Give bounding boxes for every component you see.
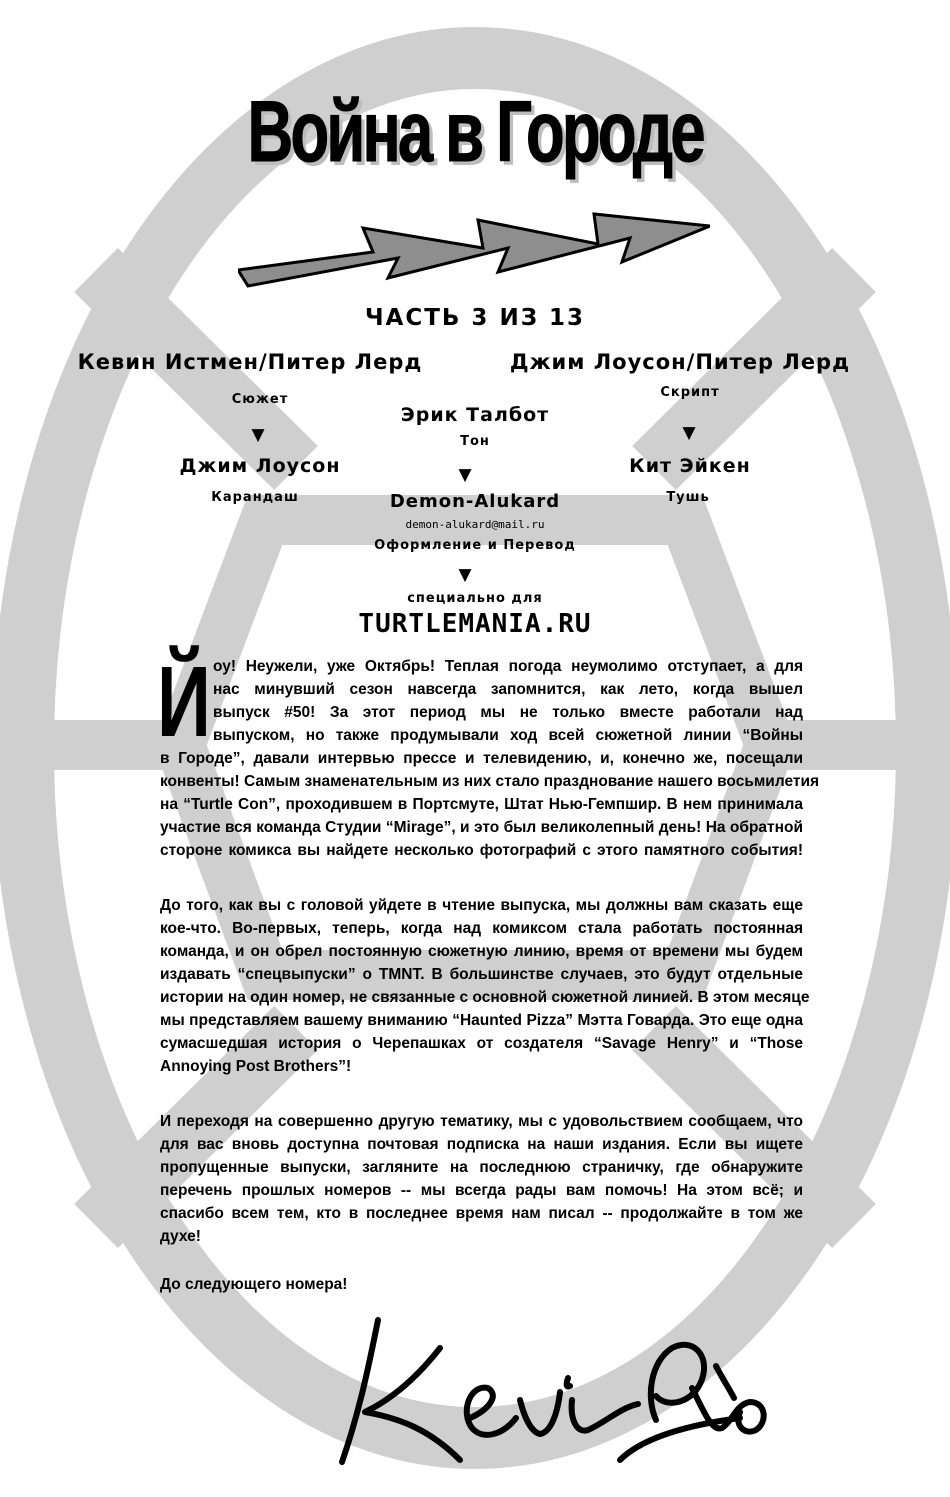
part-number: ЧАСТЬ 3 ИЗ 13 [364,305,586,331]
letter-line: пропущенные выпуски, загляните на последнюю страничку, где обнаружите [160,1159,803,1176]
credit-pencils-artist: Джим Лоусон [179,455,341,477]
arrow-down-icon: ▼ [682,423,696,443]
arrow-down-icon: ▼ [458,565,472,585]
arrow-down-icon: ▼ [251,425,265,445]
letter-line: издавать “спецвыпуски” о TMNT. В большинстве случаев, это будут отдельные [160,966,803,983]
credit-script-authors: Джим Лоусон/Питер Лерд [509,350,851,374]
credit-tones-role: Тон [460,434,490,449]
page-title: Война в Городе [247,83,703,180]
letter-closing: До следующего номера! [160,1276,348,1293]
translator-email: demon-alukard@mail.ru [405,518,545,531]
credit-story-role: Сюжет [231,392,289,407]
letter-line: оу! Неужели, уже Октябрь! Теплая погода неумолимо отступает, а для [213,658,803,675]
letter-line: До того, как вы с головой уйдете в чтение выпуска, мы должны вам сказать еще [160,897,803,914]
letter-line: для вас вновь доступна почтовая подписка на наши издания. Если вы ищете [160,1136,803,1153]
letter-line: стороне комикса вы найдете несколько фотографий с этого памятного события! [160,842,803,859]
letter-line: нас минувший сезон навсегда запомнится, как лето, когда вышел [213,681,803,698]
letter-line: истории на один номер, не связанные с основной сюжетной линией. В этом месяце [160,989,810,1006]
letter-line: выпуск #50! За этот период мы не только вместе работали над [213,704,803,721]
credit-translator: Demon-Alukard [389,491,561,512]
letter-line: перечень прошлых номеров -- мы всегда рады вам помочь! На этом всё; и [160,1182,803,1199]
credit-story-authors: Кевин Истмен/Питер Лерд [77,350,423,374]
letter-line: спасибо всем тем, кто в последнее время нам писал -- продолжайте в том же [160,1205,803,1222]
letter-line: Annoying Post Brothers”! [160,1058,352,1075]
site-name: TURTLEMANIA.RU [358,609,592,639]
letter-line: выпуском, но также продумывали ход всей сюжетной линии “Войны [213,727,803,744]
letter-line: духе! [160,1228,201,1245]
special-for-label: специально для [407,591,543,606]
letter-line: команда, и он обрел постоянную сюжетную линию, время от времени мы будем [160,943,803,960]
letter-line: И переходя на совершенно другую тематику, мы с удовольствием сообщаем, что [160,1113,803,1130]
credit-translator-role: Оформление и Перевод [374,538,576,553]
letter-line: мы представляем вашему вниманию “Haunted Pizza” Мэтта Говарда. Это еще одна [160,1012,803,1029]
lightning-bolt-icon [238,210,710,290]
credit-pencils-role: Карандаш [211,490,299,505]
letter-line: на “Turtle Con”, проходившем в Портсмуте, Штат Нью-Гемпшир. В нем принимала [160,796,803,813]
credit-inks-role: Тушь [666,490,710,505]
credit-inks-artist: Кит Эйкен [629,455,751,477]
signature-icon [320,1300,780,1470]
drop-cap: Й [157,646,211,758]
letter-line: кое-что. Во-первых, теперь, когда над комиксом стала работать постоянная [160,920,803,937]
letter-line: участие вся команда Студии “Mirage”, и это был великолепный день! На обратной [160,819,803,836]
credit-tones-artist: Эрик Талбот [400,404,550,426]
letter-line: сумасшедшая история о Черепашках от создателя “Savage Henry” и “Those [160,1035,803,1052]
credit-script-role: Скрипт [660,385,720,400]
letter-line: конвенты! Самым знаменательным из них стало празднование нашего восьмилетия [160,773,820,790]
letter-line: в Городе”, давали интервью прессе и телевидению, и, конечно же, посещали [160,750,803,767]
arrow-down-icon: ▼ [458,465,472,485]
